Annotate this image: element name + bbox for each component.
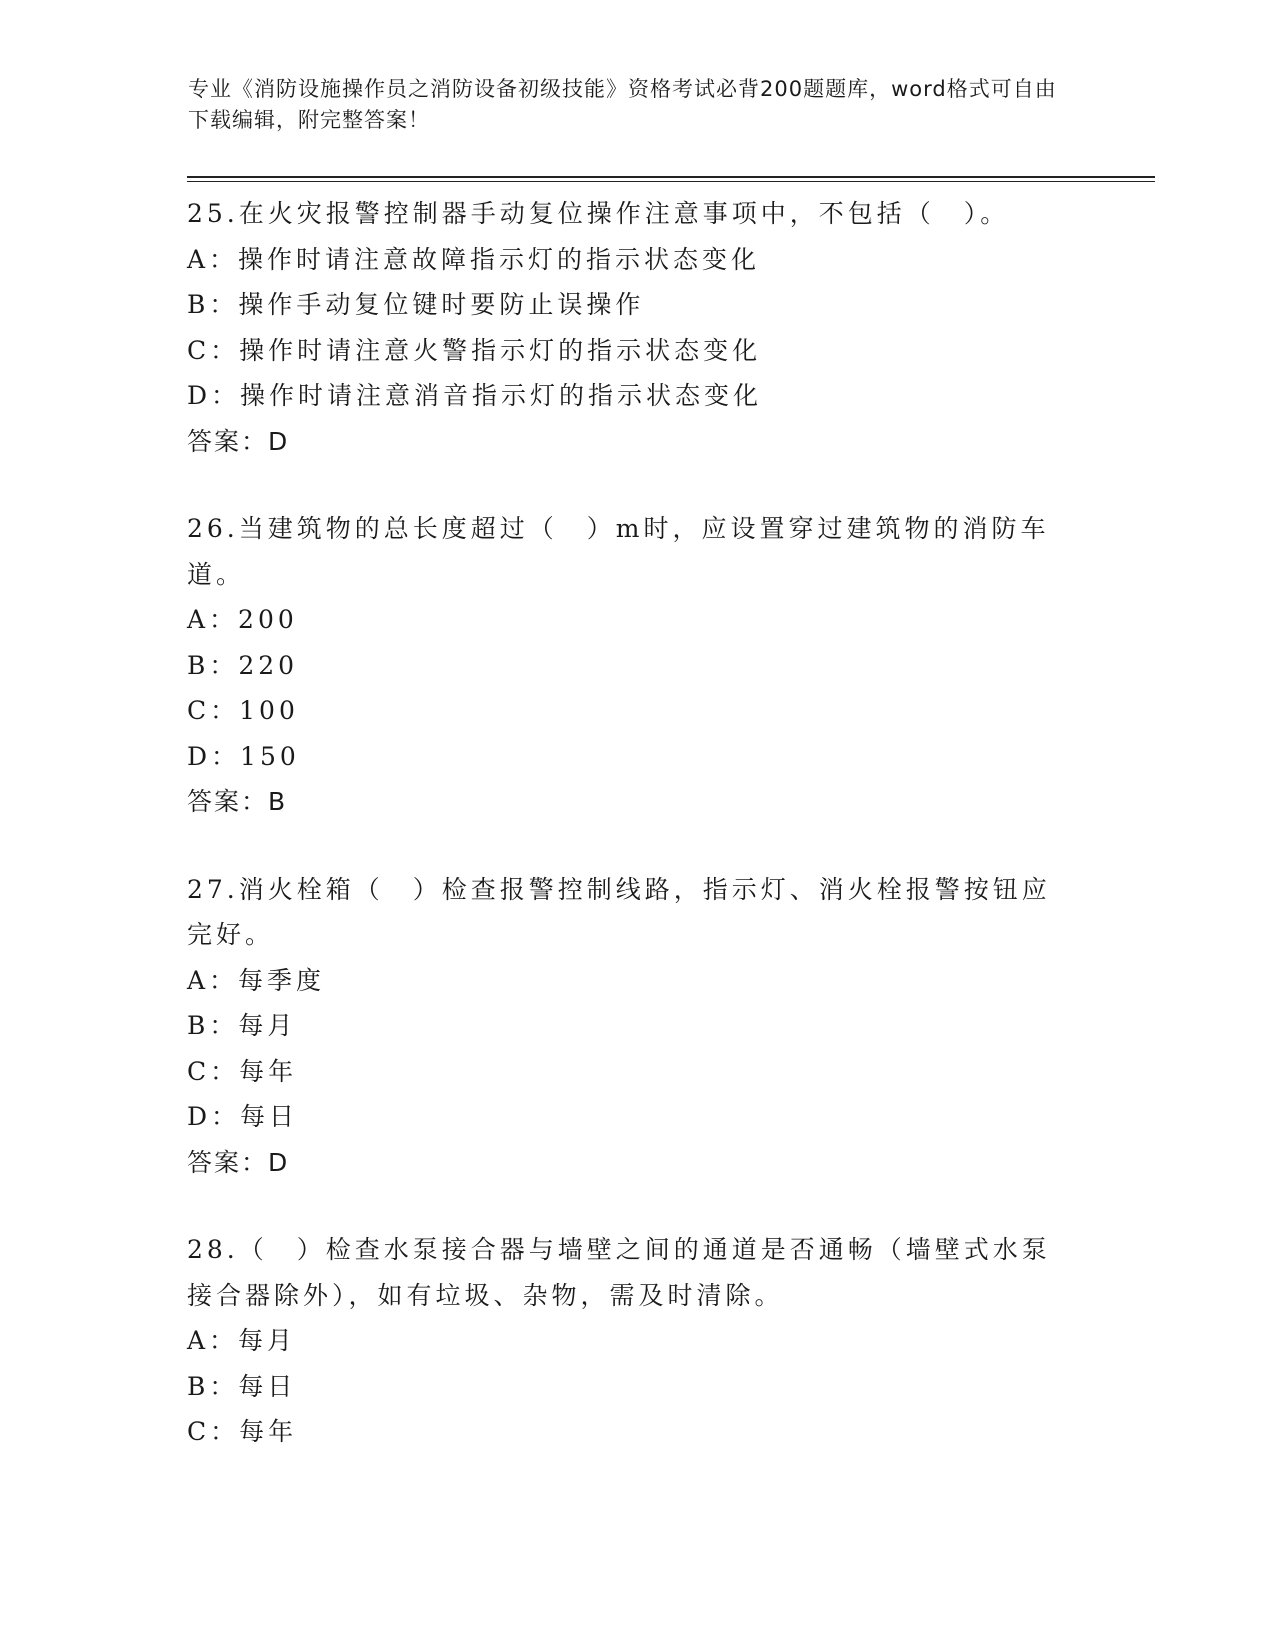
option-d: D：操作时请注意消音指示灯的指示状态变化 [187,381,763,410]
option-d: D：每日 [187,1102,299,1131]
option-c: C：操作时请注意火警指示灯的指示状态变化 [187,335,762,365]
header-divider-thick [187,176,1155,178]
question-28 [187,1227,1087,1455]
option-a: A：每季度 [187,965,326,995]
option-c: C：每年 [187,1056,298,1086]
option-c: C：每年 [187,1417,298,1446]
option-a: A：操作时请注意故障指示灯的指示状态变化 [187,244,761,274]
document-header: 专业《消防设施操作员之消防设备初级技能》资格考试必背200题题库，word格式可自由下载编辑，附完整答案！ [188,77,1057,132]
option-b: B：操作手动复位键时要防止误操作 [187,290,645,319]
answer: 答案：D [187,426,290,456]
question-27 [187,867,1087,1186]
option-c: C：100 [187,696,299,725]
question-stem: 26.当建筑物的总长度超过（ ）m时，应设置穿过建筑物的消防车道。 [187,514,1050,589]
option-b: B：220 [187,650,299,680]
answer: 答案：D [187,1147,290,1177]
question-list [187,191,1087,1497]
option-b: B：每日 [187,1371,297,1401]
answer: 答案：B [187,787,288,816]
question-26 [187,506,1087,825]
question-stem: 27.消火栓箱（ ）检查报警控制线路，指示灯、消火栓报警按钮应完好。 [187,874,1051,949]
question-stem: 28.（ ）检查水泵接合器与墙壁之间的通道是否通畅（墙壁式水泵接合器除外），如有垃圾、杂物，需及时清除。 [187,1235,1051,1310]
question-stem: 25.在火灾报警控制器手动复位操作注意事项中，不包括（ ）。 [187,199,1010,228]
option-a: A：每月 [187,1326,297,1355]
option-b: B：每月 [187,1011,297,1040]
option-d: D：150 [187,741,300,771]
header-divider-thin [187,181,1155,182]
option-a: A：200 [187,605,298,634]
question-25 [187,191,1087,464]
